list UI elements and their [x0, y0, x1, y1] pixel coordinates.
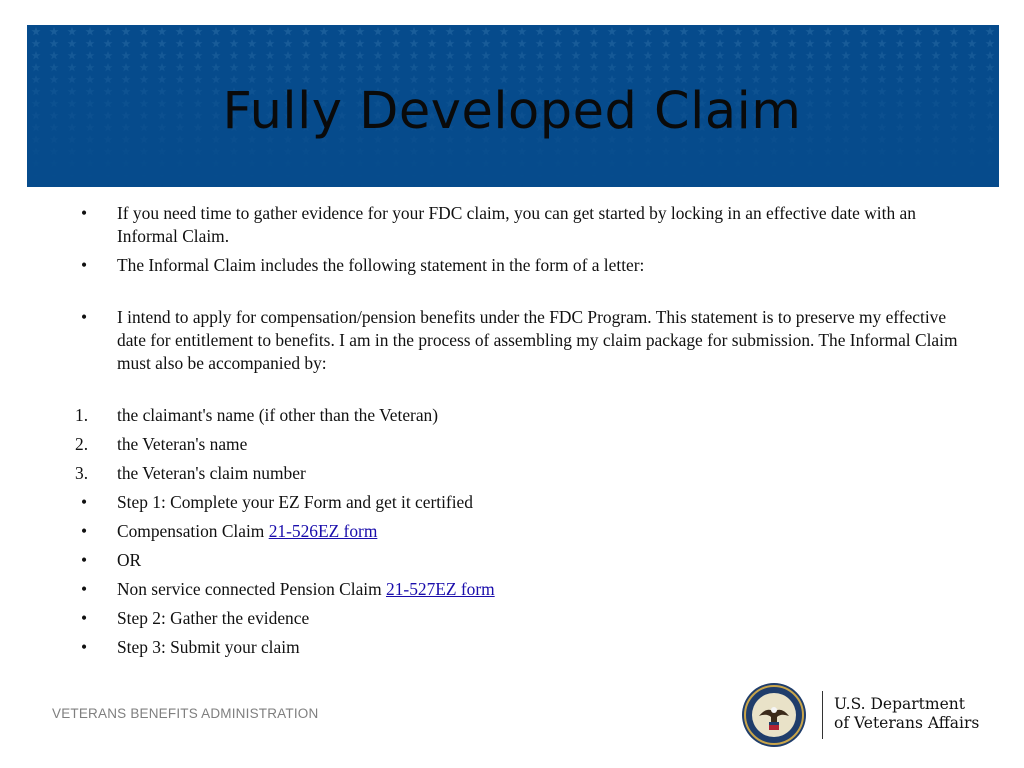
bullet-marker: • [81, 637, 88, 657]
bullet-marker: • [81, 203, 88, 223]
list-item-text [117, 433, 975, 456]
list-item-text [117, 202, 975, 248]
logo-divider [822, 691, 823, 739]
list-item-label: Step 1: Complete your EZ Form and get it certified [117, 492, 473, 512]
list-item [75, 578, 975, 601]
bullet-marker: • [81, 255, 88, 275]
list-item [75, 607, 975, 630]
list-item [75, 202, 975, 248]
list-item-label: the Veteran's claim number [117, 463, 306, 483]
list-item [75, 433, 975, 456]
bullet-marker: • [81, 579, 88, 599]
content-list [75, 202, 975, 665]
list-item-label: OR [117, 550, 142, 570]
list-item-label: I intend to apply for compensation/pension benefits under the FDC Program. This statement is to preserve my effective date for entitlement to benefits. I am in the process of assembling my claim package for submission. The Informal Claim must also be accompanied by: [117, 307, 958, 373]
form-link[interactable]: 21-526EZ form [268, 521, 378, 541]
list-item [75, 306, 975, 375]
list-item [75, 491, 975, 514]
bullet-marker: • [81, 307, 88, 327]
list-item-text [117, 607, 975, 630]
list-item-text [117, 462, 975, 485]
list-item-text [117, 491, 975, 514]
list-item-label: Compensation Claim [117, 521, 269, 541]
number-marker: 2. [75, 434, 89, 454]
bullet-marker: • [81, 521, 88, 541]
list-item [75, 462, 975, 485]
list-item [75, 254, 975, 277]
list-item-text [117, 306, 975, 375]
list-item-label: If you need time to gather evidence for your FDC claim, you can get started by locking in an effective date with an Informal Claim. [117, 203, 916, 246]
list-item [75, 636, 975, 659]
bullet-marker: • [81, 550, 88, 570]
list-item [75, 549, 975, 572]
bullet-marker: • [81, 608, 88, 628]
department-name [834, 695, 979, 733]
list-item-label: the claimant's name (if other than the Veteran) [117, 405, 439, 425]
number-marker: 3. [75, 463, 89, 483]
list-item-label: Non service connected Pension Claim [117, 579, 387, 599]
list-item-text [117, 520, 975, 543]
list-item [75, 404, 975, 427]
department-line-1: U.S. Department [834, 695, 965, 713]
list-item-label: the Veteran's name [117, 434, 248, 454]
list-item-text [117, 254, 975, 277]
footer-text: VETERANS BENEFITS ADMINISTRATION [52, 706, 319, 721]
slide-title: Fully Developed Claim [222, 82, 802, 141]
number-marker: 1. [75, 405, 89, 425]
bullet-marker: • [81, 492, 88, 512]
list-item-text [117, 578, 975, 601]
list-item-text [117, 404, 975, 427]
list-item [75, 520, 975, 543]
department-line-2: of Veterans Affairs [834, 714, 980, 732]
list-item-label: The Informal Claim includes the following statement in the form of a letter: [117, 255, 645, 275]
list-item-label: Step 3: Submit your claim [117, 637, 300, 657]
list-item-text [117, 636, 975, 659]
list-item-text [117, 549, 975, 572]
form-link[interactable]: 21-527EZ form [386, 579, 495, 599]
list-item-label: Step 2: Gather the evidence [117, 608, 310, 628]
va-seal-icon [741, 682, 807, 748]
